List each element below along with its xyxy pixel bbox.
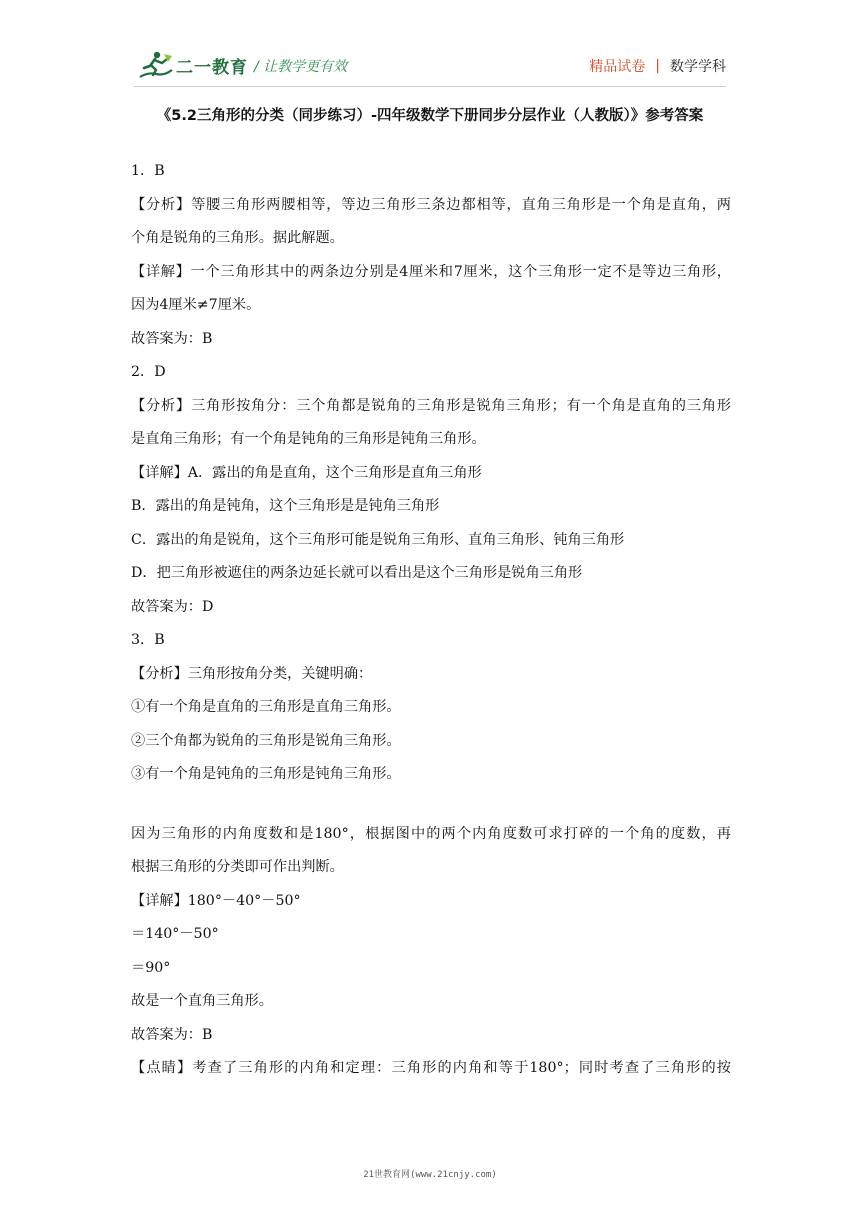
document-title: 《5.2三角形的分类（同步练习）-四年级数学下册同步分层作业（人教版）》参考答案 <box>156 108 704 124</box>
answer-line: 因为4厘米≠7厘米。 <box>131 297 261 313</box>
answer-line: ＝140°－50° <box>131 926 219 942</box>
answer-line: ①有一个角是直角的三角形是直角三角形。 <box>131 699 401 715</box>
answer-line: ②三个角都为锐角的三角形是锐角三角形。 <box>131 732 401 749</box>
answer-line: B．露出的角是钝角，这个三角形是是钝角三角形 <box>131 498 440 514</box>
answer-line: 个角是锐角的三角形。据此解题。 <box>131 230 344 246</box>
answer-line: 故答案为：B <box>131 1026 213 1043</box>
tag-subject: 数学学科 <box>670 59 726 75</box>
answer-line: 2．D <box>131 364 166 380</box>
tag-premium-paper: 精品试卷 <box>589 59 646 75</box>
answer-line: ＝90° <box>131 959 171 976</box>
answer-line: 3．B <box>131 632 165 648</box>
tag-separator: | <box>655 58 660 74</box>
answer-body <box>131 155 731 1086</box>
answer-line: 因为三角形的内角度数和是180°，根据图中的两个内角度数可求打碎的一个角的度数，再 <box>131 825 731 842</box>
answer-line: D．把三角形被遮住的两条边延长就可以看出是这个三角形是锐角三角形 <box>131 565 583 581</box>
answer-line: 是直角三角形；有一个角是钝角的三角形是钝角三角形。 <box>131 431 486 447</box>
slogan: / 让教学更有效 <box>254 59 348 75</box>
answer-line: 【分析】三角形按角分：三个角都是锐角的三角形是锐角三角形；有一个角是直角的三角形 <box>131 397 731 414</box>
logo-text: 二一教育 <box>176 57 248 78</box>
logo <box>134 48 248 82</box>
answer-line: 故是一个直角三角形。 <box>131 993 273 1009</box>
answer-line: 【分析】三角形按角分类，关键明确： <box>131 665 373 682</box>
answer-line: 【详解】A．露出的角是直角，这个三角形是直角三角形 <box>131 464 482 481</box>
page-header <box>134 48 726 84</box>
answer-line: 1．B <box>131 163 165 179</box>
answer-line: 【分析】等腰三角形两腰相等，等边三角形三条边都相等，直角三角形是一个角是直角，两 <box>131 196 731 213</box>
header-divider <box>134 86 726 87</box>
answer-line: 【详解】180°－40°－50° <box>131 892 301 909</box>
blank-line <box>131 792 731 818</box>
answer-line: 故答案为：B <box>131 330 213 347</box>
answer-line: 根据三角形的分类即可作出判断。 <box>131 859 344 875</box>
answer-line: 故答案为：D <box>131 598 214 615</box>
header-tags <box>589 56 726 76</box>
answer-line: 【详解】一个三角形其中的两条边分别是4厘米和7厘米，这个三角形一定不是等边三角形， <box>131 263 731 280</box>
answer-line: 【点睛】考查了三角形的内角和定理：三角形的内角和等于180°；同时考查了三角形的按 <box>131 1060 731 1076</box>
answer-line: C．露出的角是锐角，这个三角形可能是锐角三角形、直角三角形、钝角三角形 <box>131 531 625 548</box>
answer-line: ③有一个角是钝角的三角形是钝角三角形。 <box>131 766 401 782</box>
page-footer: 21世教育网(www.21cnjy.com) <box>363 1170 497 1180</box>
running-figure-icon <box>134 50 174 80</box>
